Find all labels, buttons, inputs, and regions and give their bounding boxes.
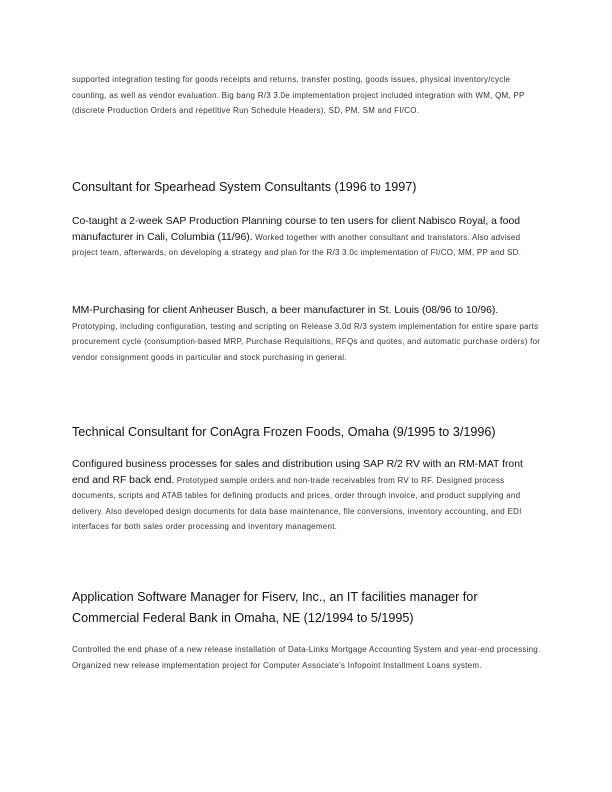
entry-nabisco	[72, 214, 542, 261]
section-title-conagra: Technical Consultant for ConAgra Frozen Foods, Omaha (9/1995 to 3/1996)	[72, 425, 496, 439]
section-title-fiserv: Application Software Manager for Fiserv, Inc., an IT facilities manager for Commercial Federal Bank in Omaha, NE (12/1994 to 5/1995)	[72, 590, 478, 625]
section-title-spearhead: Consultant for Spearhead System Consultants (1996 to 1997)	[72, 180, 417, 194]
entry-conagra	[72, 457, 542, 535]
entry-body: Worked together with another consultant and translators. Also advised project team, afterwards, on developing a strategy and plan for the R/3 3.0c implementation of FI/CO, MM, PP and SD.	[72, 232, 522, 258]
entry-body: Controlled the end phase of a new release installation of Data-Links Mortgage Accounting System and year-end processing. Organized new release implementation project for Computer Associate's Infopoint Installment Loans system.	[72, 645, 541, 670]
entry-body: Prototyping, including configuration, testing and scripting on Release 3.0d R/3 system implementation for entire spare parts procurement cycle (consumption-based MRP, Purchase Requisitions, RFQs and quotes, and automatic purchase orders) for vendor consignment goods in particular and stock purchasing in general.	[72, 321, 541, 362]
entry-body: Prototyped sample orders and non-trade receivables from RV to RF. Designed process documents, scripts and ATAB tables for defining products and prices, order through invoice, and product supplying and delivery. Also developed design documents for data base maintenance, file conversions, inventory accounting, and EDI interfaces for both sales order processing and inventory management.	[72, 475, 522, 532]
entry-lead: Configured business processes for sales and distribution using SAP R/2 RV with an RM-MAT front end and RF back end.	[72, 459, 523, 486]
entry-lead: Co-taught a 2-week SAP Production Planning course to ten users for client Nabisco Royal, a food manufacturer in Cali, Columbia (11/96).	[72, 216, 521, 243]
entry-fiserv	[72, 642, 542, 673]
entry-anheuser-busch	[72, 303, 542, 365]
entry-lead: MM-Purchasing for client Anheuser Busch, a beer manufacturer in St. Louis (08/96 to 10/96).	[72, 305, 499, 316]
intro-paragraph: supported integration testing for goods receipts and returns, transfer posting, goods issues, physical inventory/cycle counting, as well as vendor evaluation. Big bang R/3 3.0e implementation project included integration with WM, QM, PP (discrete Production Orders and repetitive Run Schedule Headers), SD, PM, SM and FI/CO.	[72, 75, 525, 116]
